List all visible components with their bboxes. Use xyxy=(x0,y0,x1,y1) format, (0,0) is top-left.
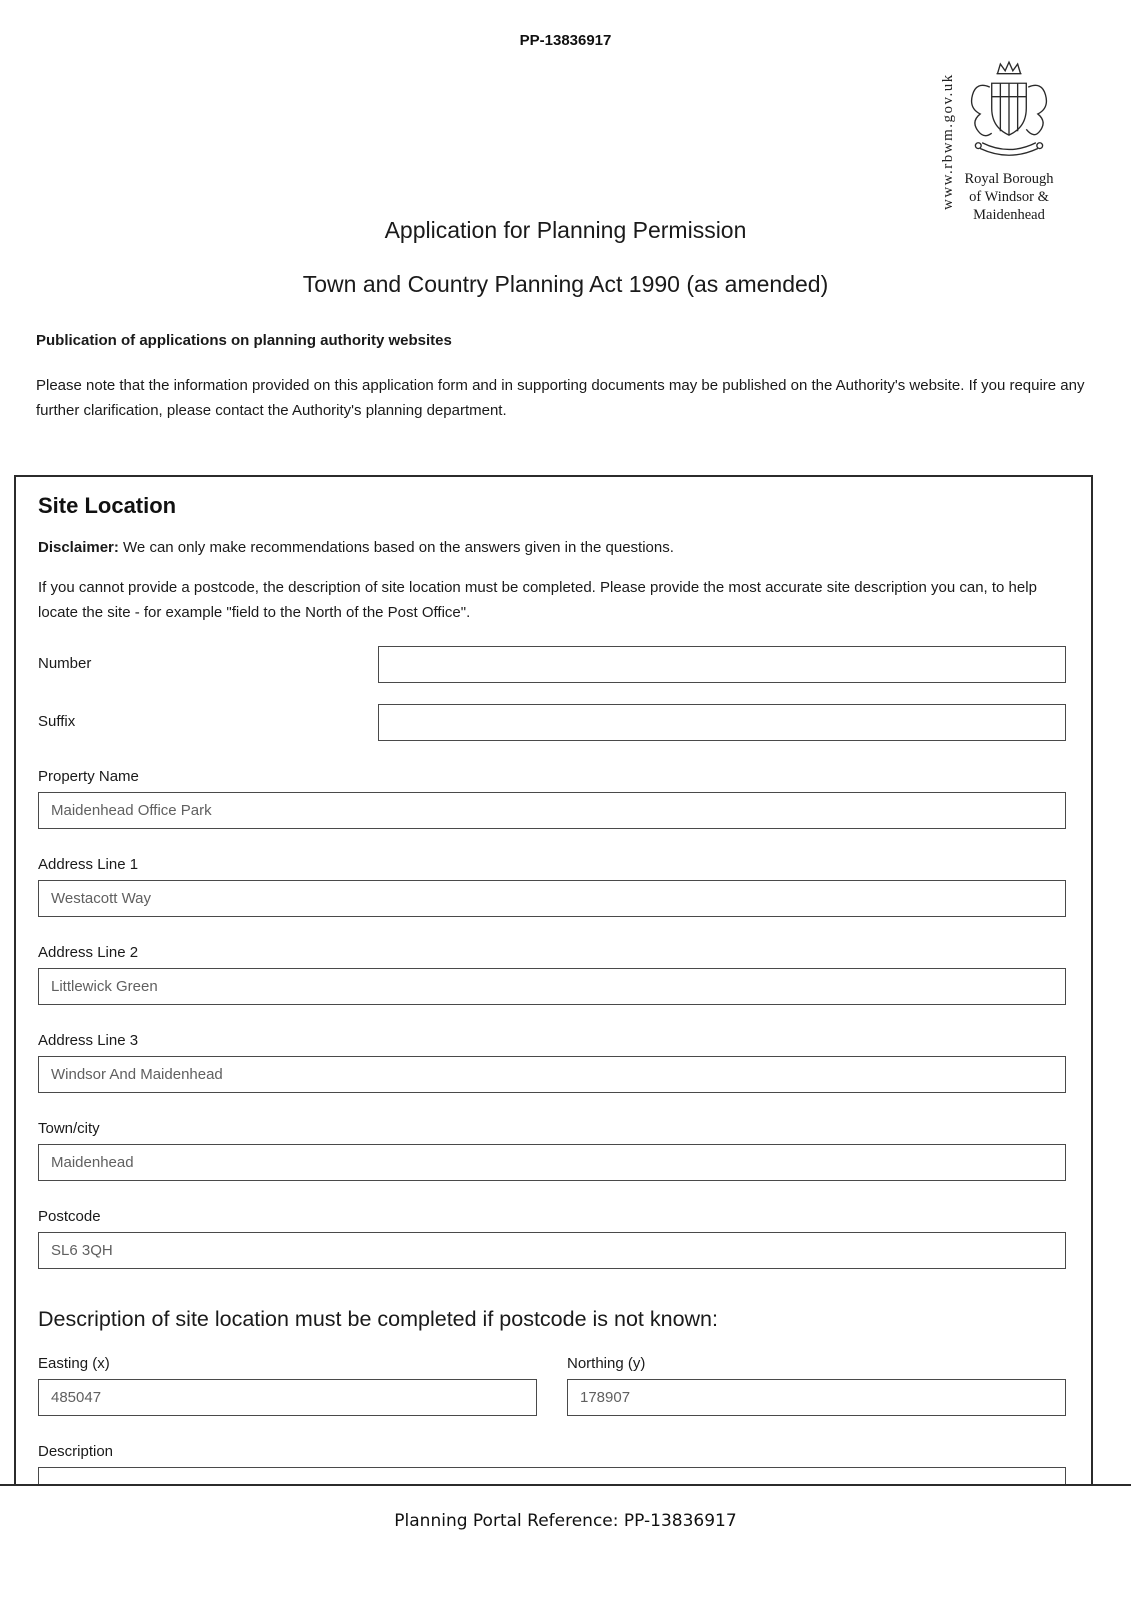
northing-field xyxy=(567,1332,1066,1416)
number-field-row xyxy=(38,646,1066,683)
publication-note: Please note that the information provided on this application form and in supporting documents may be published on the Authority's website. If you require any further clarification, please contact the Authority's planning department. xyxy=(36,377,1085,419)
postcode-input[interactable] xyxy=(38,1232,1066,1269)
form-reference: PP-13836917 xyxy=(519,32,612,49)
easting-label: Easting (x) xyxy=(38,1355,110,1372)
logo-org-name xyxy=(964,170,1053,224)
section-heading: Site Location xyxy=(38,493,177,518)
site-location-section xyxy=(14,475,1093,1484)
postcode-instructions: If you cannot provide a postcode, the description of site location must be completed. Please provide the most accurate site description you can, to help locate the site - for example "field to the North of the Post Office". xyxy=(38,579,1037,621)
coordinates-row xyxy=(38,1332,1066,1416)
logo-org-line: of Windsor & xyxy=(969,189,1049,205)
description-textarea[interactable] xyxy=(38,1467,1066,1484)
address-line-3-input[interactable] xyxy=(38,1056,1066,1093)
northing-input[interactable] xyxy=(567,1379,1066,1416)
address-line-2-label: Address Line 2 xyxy=(38,944,139,961)
number-label: Number xyxy=(38,655,92,672)
publication-heading: Publication of applications on planning authority websites xyxy=(36,332,452,349)
disclaimer-body: We can only make recommendations based on the answers given in the questions. xyxy=(118,539,674,556)
page-subtitle: Town and Country Planning Act 1990 (as amended) xyxy=(302,271,829,297)
suffix-label: Suffix xyxy=(38,713,76,730)
description-label: Description xyxy=(38,1443,114,1460)
footer-reference: Planning Portal Reference: PP-13836917 xyxy=(394,1511,737,1531)
suffix-field-row xyxy=(38,704,1066,741)
rbwm-logo xyxy=(936,58,1061,226)
northing-label: Northing (y) xyxy=(567,1355,646,1372)
postcode-label: Postcode xyxy=(38,1208,101,1225)
logo-crest-block xyxy=(957,58,1061,226)
address-line-2-input[interactable] xyxy=(38,968,1066,1005)
address-line-1-label: Address Line 1 xyxy=(38,856,139,873)
property-name-input[interactable] xyxy=(38,792,1066,829)
property-name-label: Property Name xyxy=(38,768,139,785)
address-line-1-input[interactable] xyxy=(38,880,1066,917)
town-city-input[interactable] xyxy=(38,1144,1066,1181)
coat-of-arms-icon xyxy=(961,58,1057,168)
easting-field xyxy=(38,1332,537,1416)
easting-input[interactable] xyxy=(38,1379,537,1416)
town-city-label: Town/city xyxy=(38,1120,100,1137)
address-line-3-label: Address Line 3 xyxy=(38,1032,139,1049)
logo-org-line: Maidenhead xyxy=(973,207,1045,223)
logo-website-text: www.rbwm.gov.uk xyxy=(940,73,956,211)
page-break-divider xyxy=(0,1484,1131,1486)
description-section-heading: Description of site location must be completed if postcode is not known: xyxy=(38,1307,718,1331)
logo-org-line: Royal Borough xyxy=(964,171,1054,187)
number-input[interactable] xyxy=(378,646,1066,683)
disclaimer-label: Disclaimer: xyxy=(38,539,119,556)
suffix-input[interactable] xyxy=(378,704,1066,741)
page-title: Application for Planning Permission xyxy=(384,217,747,243)
disclaimer-text xyxy=(38,536,1066,560)
